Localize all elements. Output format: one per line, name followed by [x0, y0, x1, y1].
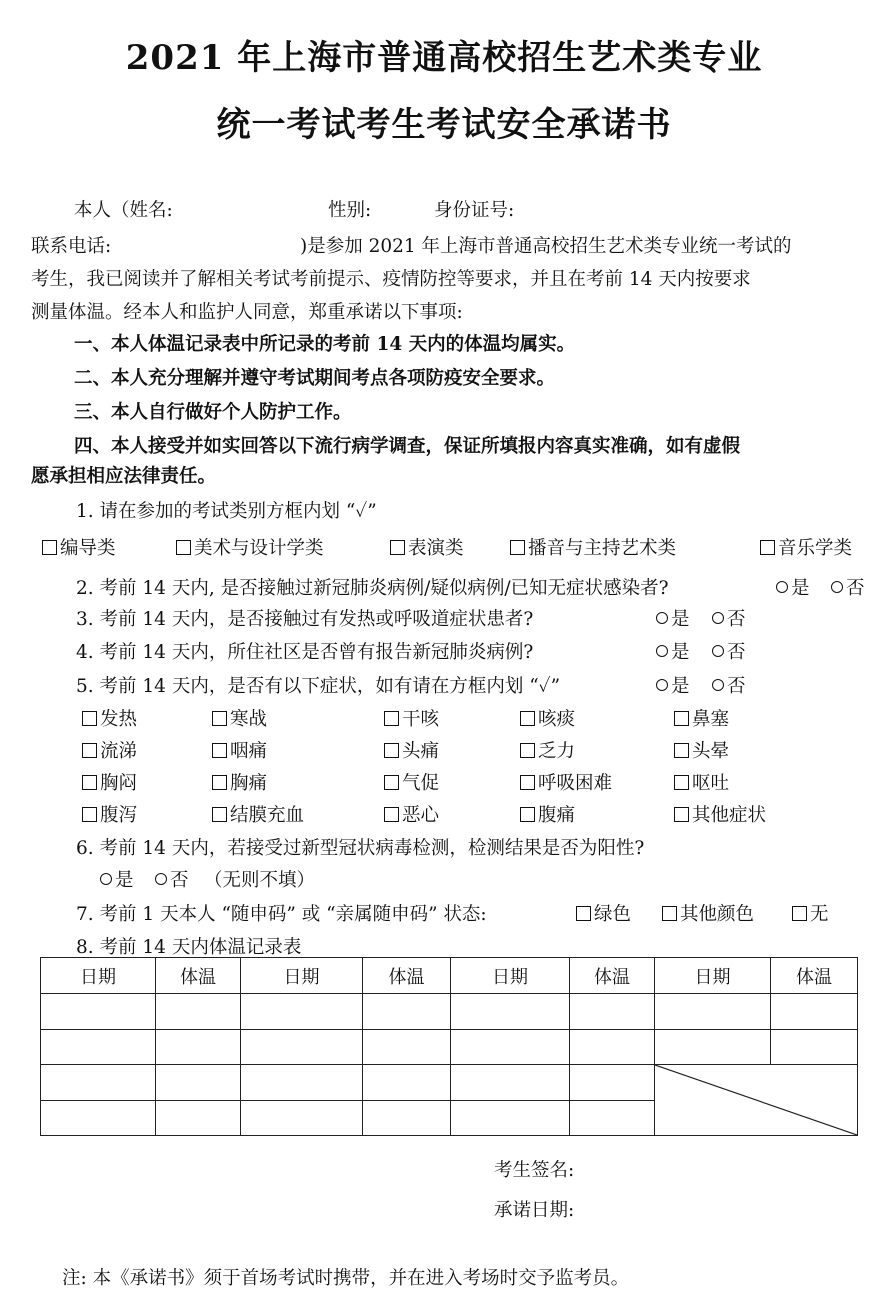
question-1: 1. 请在参加的考试类别方框内划 “✓” [76, 501, 377, 522]
table-cell[interactable] [363, 1029, 451, 1065]
checkbox-icon[interactable] [384, 775, 399, 790]
checkbox-icon[interactable] [520, 743, 535, 758]
symptom-option[interactable]: 呕吐 [674, 769, 729, 795]
radio-icon[interactable] [656, 645, 668, 657]
checkbox-icon[interactable] [384, 743, 399, 758]
checkbox-icon[interactable] [662, 906, 677, 921]
checkbox-icon[interactable] [674, 711, 689, 726]
table-cell[interactable] [451, 1065, 570, 1101]
pledge-1: 一、本人体温记录表中所记录的考前 14 天内的体温均属实。 [74, 334, 576, 355]
radio-icon[interactable] [712, 679, 724, 691]
header-temp: 体温 [156, 958, 241, 994]
table-cell[interactable] [570, 1029, 655, 1065]
health-code-option[interactable]: 绿色 [576, 900, 631, 926]
health-code-option[interactable]: 其他颜色 [662, 900, 754, 926]
phone-label: 联系电话: [31, 236, 112, 257]
symptom-option[interactable]: 寒战 [212, 705, 267, 731]
question-7: 7. 考前 1 天本人 “随申码” 或 “亲属随申码” 状态: [76, 904, 487, 925]
checkbox-icon[interactable] [760, 540, 775, 555]
checkbox-icon[interactable] [384, 807, 399, 822]
exam-type-option[interactable]: 编导类 [42, 534, 116, 560]
exam-type-option[interactable]: 音乐学类 [760, 534, 852, 560]
symptom-option[interactable]: 呼吸困难 [520, 769, 612, 795]
checkbox-icon[interactable] [674, 743, 689, 758]
radio-yes[interactable]: 是 [656, 605, 690, 631]
table-cell[interactable] [156, 1029, 241, 1065]
checkbox-icon[interactable] [82, 711, 97, 726]
question-2: 2. 考前 14 天内, 是否接触过新冠肺炎病例/疑似病例/已知无症状感染者? [76, 578, 669, 599]
table-cell[interactable] [570, 994, 655, 1030]
header-temp: 体温 [570, 958, 655, 994]
radio-no[interactable]: 否 [712, 605, 746, 631]
table-cell[interactable] [363, 994, 451, 1030]
checkbox-icon[interactable] [384, 711, 399, 726]
checkbox-icon[interactable] [212, 711, 227, 726]
table-cell[interactable] [41, 1100, 156, 1136]
table-cell[interactable] [156, 1065, 241, 1101]
diagonal-line [655, 1065, 857, 1135]
symptom-option[interactable]: 干咳 [384, 705, 439, 731]
intro-text-line3: 考生，我已阅读并了解相关考试考前提示、疫情防控等要求，并且在考前 14 天内按要求 [31, 269, 751, 290]
header-temp: 体温 [771, 958, 858, 994]
q6-note: （无则不填） [204, 870, 316, 891]
pledge-4-continued: 愿承担相应法律责任。 [31, 466, 217, 487]
table-cell[interactable] [241, 1100, 363, 1136]
table-row [41, 994, 858, 1030]
checkbox-icon[interactable] [520, 711, 535, 726]
checkbox-icon[interactable] [82, 743, 97, 758]
signature-label: 考生签名: [494, 1160, 575, 1181]
symptom-option[interactable]: 胸闷 [82, 769, 137, 795]
radio-yes[interactable]: 是 [656, 638, 690, 664]
symptom-option[interactable]: 恶心 [384, 801, 439, 827]
table-cell[interactable] [570, 1065, 655, 1101]
pledge-3: 三、本人自行做好个人防护工作。 [74, 402, 352, 423]
gender-label: 性别: [328, 200, 372, 221]
intro-text-line2: )是参加 2021 年上海市普通高校招生艺术类专业统一考试的 [300, 236, 792, 257]
pledge-2: 二、本人充分理解并遵守考试期间考点各项防疫安全要求。 [74, 368, 556, 389]
header-temp: 体温 [363, 958, 451, 994]
symptom-option[interactable]: 发热 [82, 705, 137, 731]
pledge-4: 四、本人接受并如实回答以下流行病学调查，保证所填报内容真实准确，如有虚假 [74, 436, 741, 457]
radio-icon[interactable] [656, 679, 668, 691]
table-cell[interactable] [241, 1029, 363, 1065]
question-8: 8. 考前 14 天内体温记录表 [76, 937, 302, 958]
radio-no[interactable]: 否 [831, 574, 865, 600]
table-cell[interactable] [41, 1065, 156, 1101]
symptom-option[interactable]: 头晕 [674, 737, 729, 763]
checkbox-icon[interactable] [82, 807, 97, 822]
exam-type-option[interactable]: 美术与设计学类 [176, 534, 324, 560]
symptom-option[interactable]: 鼻塞 [674, 705, 729, 731]
radio-yes[interactable]: 是 [776, 574, 810, 600]
table-cell[interactable] [771, 994, 858, 1030]
question-6: 6. 考前 14 天内，若接受过新型冠状病毒检测，检测结果是否为阳性? [76, 838, 645, 859]
table-cell[interactable] [363, 1065, 451, 1101]
radio-icon[interactable] [656, 612, 668, 624]
checkbox-icon[interactable] [176, 540, 191, 555]
checkbox-icon[interactable] [576, 906, 591, 921]
question-4: 4. 考前 14 天内，所住社区是否曾有报告新冠肺炎病例? [76, 642, 534, 663]
symptom-option[interactable]: 其他症状 [674, 801, 766, 827]
exam-type-option[interactable]: 表演类 [390, 534, 464, 560]
table-row [41, 1065, 858, 1101]
radio-icon[interactable] [155, 873, 167, 885]
table-cell[interactable] [771, 1029, 858, 1065]
pledge-date-label: 承诺日期: [494, 1200, 575, 1221]
table-cell[interactable] [363, 1100, 451, 1136]
radio-no[interactable]: 否 [155, 866, 189, 892]
symptom-option[interactable]: 咽痛 [212, 737, 267, 763]
symptom-option[interactable]: 咳痰 [520, 705, 575, 731]
checkbox-icon[interactable] [510, 540, 525, 555]
radio-icon[interactable] [776, 581, 788, 593]
table-cell[interactable] [156, 1100, 241, 1136]
symptom-option[interactable]: 腹痛 [520, 801, 575, 827]
checkbox-icon[interactable] [674, 807, 689, 822]
document-title-line1: 2021 年上海市普通高校招生艺术类专业 [125, 38, 763, 78]
table-cell[interactable] [241, 1065, 363, 1101]
table-cell[interactable] [41, 1029, 156, 1065]
table-cell[interactable] [451, 994, 570, 1030]
question-5: 5. 考前 14 天内，是否有以下症状，如有请在方框内划 “✓” [76, 676, 561, 697]
exam-type-option[interactable]: 播音与主持艺术类 [510, 534, 676, 560]
radio-icon[interactable] [100, 873, 112, 885]
table-row [41, 1029, 858, 1065]
name-label: 本人（姓名: [74, 200, 173, 221]
checkbox-icon[interactable] [42, 540, 57, 555]
table-cell[interactable] [655, 994, 771, 1030]
health-code-option[interactable]: 无 [792, 900, 829, 926]
document-title-line2: 统一考试考生考试安全承诺书 [216, 105, 672, 145]
checkbox-icon[interactable] [212, 807, 227, 822]
checkbox-icon[interactable] [792, 906, 807, 921]
symptom-option[interactable]: 胸痛 [212, 769, 267, 795]
checkbox-icon[interactable] [520, 807, 535, 822]
table-cell[interactable] [156, 994, 241, 1030]
header-date: 日期 [41, 958, 156, 994]
table-cell[interactable] [451, 1100, 570, 1136]
radio-icon[interactable] [712, 612, 724, 624]
intro-text-line4: 测量体温。经本人和监护人同意，郑重承诺以下事项: [31, 302, 463, 323]
radio-yes[interactable]: 是 [656, 672, 690, 698]
temperature-record-table [40, 957, 858, 1136]
checkbox-icon[interactable] [212, 743, 227, 758]
question-3: 3. 考前 14 天内，是否接触过有发热或呼吸道症状患者? [76, 609, 534, 630]
radio-yes[interactable]: 是 [100, 866, 134, 892]
table-cell[interactable] [655, 1029, 771, 1065]
symptom-option[interactable]: 乏力 [520, 737, 575, 763]
checkbox-icon[interactable] [390, 540, 405, 555]
table-cell[interactable] [41, 994, 156, 1030]
header-date: 日期 [241, 958, 363, 994]
symptom-option[interactable]: 气促 [384, 769, 439, 795]
checkbox-icon[interactable] [212, 775, 227, 790]
radio-no[interactable]: 否 [712, 672, 746, 698]
header-date: 日期 [655, 958, 771, 994]
checkbox-icon[interactable] [674, 775, 689, 790]
id-number-label: 身份证号: [434, 200, 515, 221]
radio-no[interactable]: 否 [712, 638, 746, 664]
header-date: 日期 [451, 958, 570, 994]
radio-icon[interactable] [712, 645, 724, 657]
checkbox-icon[interactable] [520, 775, 535, 790]
symptom-option[interactable]: 结膜充血 [212, 801, 304, 827]
checkbox-icon[interactable] [82, 775, 97, 790]
symptom-option[interactable]: 腹泻 [82, 801, 137, 827]
table-cell[interactable] [451, 1029, 570, 1065]
table-cell[interactable] [570, 1100, 655, 1136]
diagonal-blank-cell [655, 1065, 858, 1136]
symptom-option[interactable]: 头痛 [384, 737, 439, 763]
symptom-option[interactable]: 流涕 [82, 737, 137, 763]
footnote: 注: 本《承诺书》须于首场考试时携带，并在进入考场时交予监考员。 [62, 1268, 630, 1289]
table-cell[interactable] [241, 994, 363, 1030]
radio-icon[interactable] [831, 581, 843, 593]
